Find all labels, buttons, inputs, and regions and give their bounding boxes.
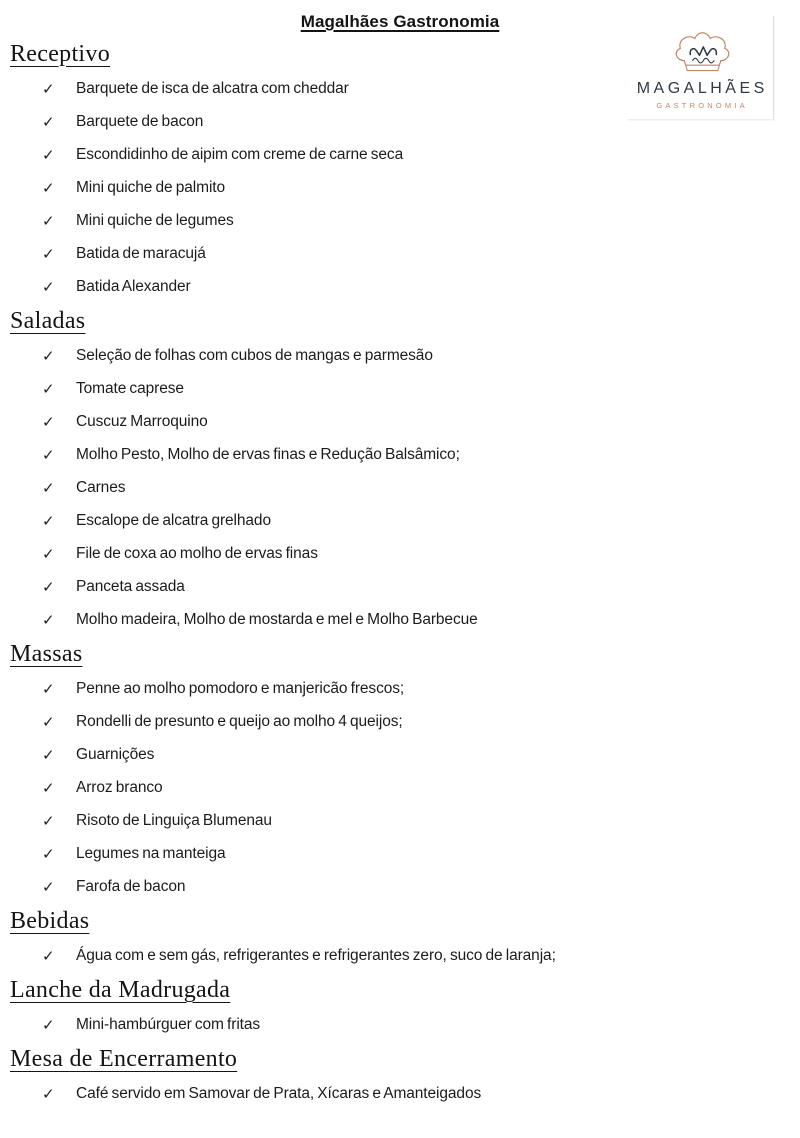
menu-item-label: Café servido em Samovar de Prata, Xícaras e Amanteigados [76,1084,482,1102]
checkmark-icon: ✓ [42,511,55,530]
menu-list-saladas [10,339,800,636]
menu-item-label: Cuscuz Marroquino [76,412,208,430]
menu-item [10,738,800,771]
menu-item [10,1077,800,1110]
checkmark-icon: ✓ [42,712,55,731]
checkmark-icon: ✓ [42,211,55,230]
menu-sections [0,36,800,1110]
menu-list-massas [10,672,800,903]
menu-item [10,372,800,405]
menu-item [10,603,800,636]
menu-item [10,537,800,570]
menu-list-lanche-da-madrugada [10,1008,800,1041]
menu-item-label: Escondidinho de aipim com creme de carne seca [76,145,404,163]
section-heading-massas: Massas [10,640,83,667]
checkmark-icon: ✓ [42,412,55,431]
menu-item [10,939,800,972]
menu-item-label: Rondelli de presunto e queijo ao molho 4 queijos; [76,712,403,730]
logo-subtitle-text: GASTRONOMIA [656,101,748,110]
checkmark-icon: ✓ [42,544,55,563]
section-heading-receptivo: Receptivo [10,40,111,67]
menu-item-label: File de coxa ao molho de ervas finas [76,544,318,562]
menu-item [10,270,800,303]
menu-item-label: Mini quiche de legumes [76,211,234,229]
menu-list-mesa-de-encerramento [10,1077,800,1110]
menu-item [10,1008,800,1041]
menu-item-label: Legumes na manteiga [76,844,226,862]
checkmark-icon: ✓ [42,811,55,830]
menu-item-label: Carnes [76,478,126,496]
menu-item [10,438,800,471]
chef-hat-icon [659,27,743,79]
menu-item-label: Molho Pesto, Molho de ervas finas e Redução Balsâmico; [76,445,460,463]
checkmark-icon: ✓ [42,745,55,764]
menu-item [10,171,800,204]
checkmark-icon: ✓ [42,1084,55,1103]
checkmark-icon: ✓ [42,379,55,398]
menu-item-label: Barquete de isca de alcatra com cheddar [76,79,349,97]
menu-item-label: Batida de maracujá [76,244,206,262]
menu-item-label: Panceta assada [76,577,185,595]
section-heading-lanche-da-madrugada: Lanche da Madrugada [10,976,231,1003]
menu-item-label: Batida Alexander [76,277,191,295]
menu-item-label: Mini quiche de palmito [76,178,226,196]
menu-item [10,705,800,738]
checkmark-icon: ✓ [42,610,55,629]
checkmark-icon: ✓ [42,778,55,797]
checkmark-icon: ✓ [42,112,55,131]
section-heading-mesa-de-encerramento: Mesa de Encerramento [10,1045,238,1072]
page-title: Magalhães Gastronomia [300,12,500,31]
menu-item-label: Molho madeira, Molho de mostarda e mel e Molho Barbecue [76,610,478,628]
menu-item-label: Barquete de bacon [76,112,204,130]
menu-item-label: Água com e sem gás, refrigerantes e refrigerantes zero, suco de laranja; [76,946,556,964]
menu-item [10,471,800,504]
menu-item [10,138,800,171]
checkmark-icon: ✓ [42,244,55,263]
section-heading-saladas: Saladas [10,307,86,334]
checkmark-icon: ✓ [42,577,55,596]
menu-item [10,771,800,804]
logo-brand-text: MAGALHÃES [636,80,768,97]
section-heading-bebidas: Bebidas [10,907,90,934]
checkmark-icon: ✓ [42,946,55,965]
menu-item [10,870,800,903]
menu-item [10,405,800,438]
menu-item [10,672,800,705]
menu-item-label: Penne ao molho pomodoro e manjericão frescos; [76,679,405,697]
checkmark-icon: ✓ [42,679,55,698]
checkmark-icon: ✓ [42,478,55,497]
checkmark-icon: ✓ [42,145,55,164]
menu-item-label: Mini-hambúrguer com fritas [76,1015,261,1033]
menu-item [10,237,800,270]
checkmark-icon: ✓ [42,79,55,98]
menu-item [10,204,800,237]
menu-item-label: Farofa de bacon [76,877,186,895]
menu-item-label: Guarnições [76,745,155,763]
brand-logo [628,16,774,120]
menu-item-label: Escalope de alcatra grelhado [76,511,271,529]
menu-item [10,804,800,837]
checkmark-icon: ✓ [42,178,55,197]
checkmark-icon: ✓ [42,877,55,896]
menu-item [10,837,800,870]
menu-item-label: Arroz branco [76,778,163,796]
checkmark-icon: ✓ [42,1015,55,1034]
checkmark-icon: ✓ [42,277,55,296]
menu-item [10,339,800,372]
menu-list-bebidas [10,939,800,972]
menu-item [10,570,800,603]
menu-item [10,504,800,537]
menu-item-label: Seleção de folhas com cubos de mangas e parmesão [76,346,433,364]
menu-item-label: Tomate caprese [76,379,184,397]
menu-item-label: Risoto de Linguiça Blumenau [76,811,272,829]
checkmark-icon: ✓ [42,346,55,365]
checkmark-icon: ✓ [42,844,55,863]
checkmark-icon: ✓ [42,445,55,464]
